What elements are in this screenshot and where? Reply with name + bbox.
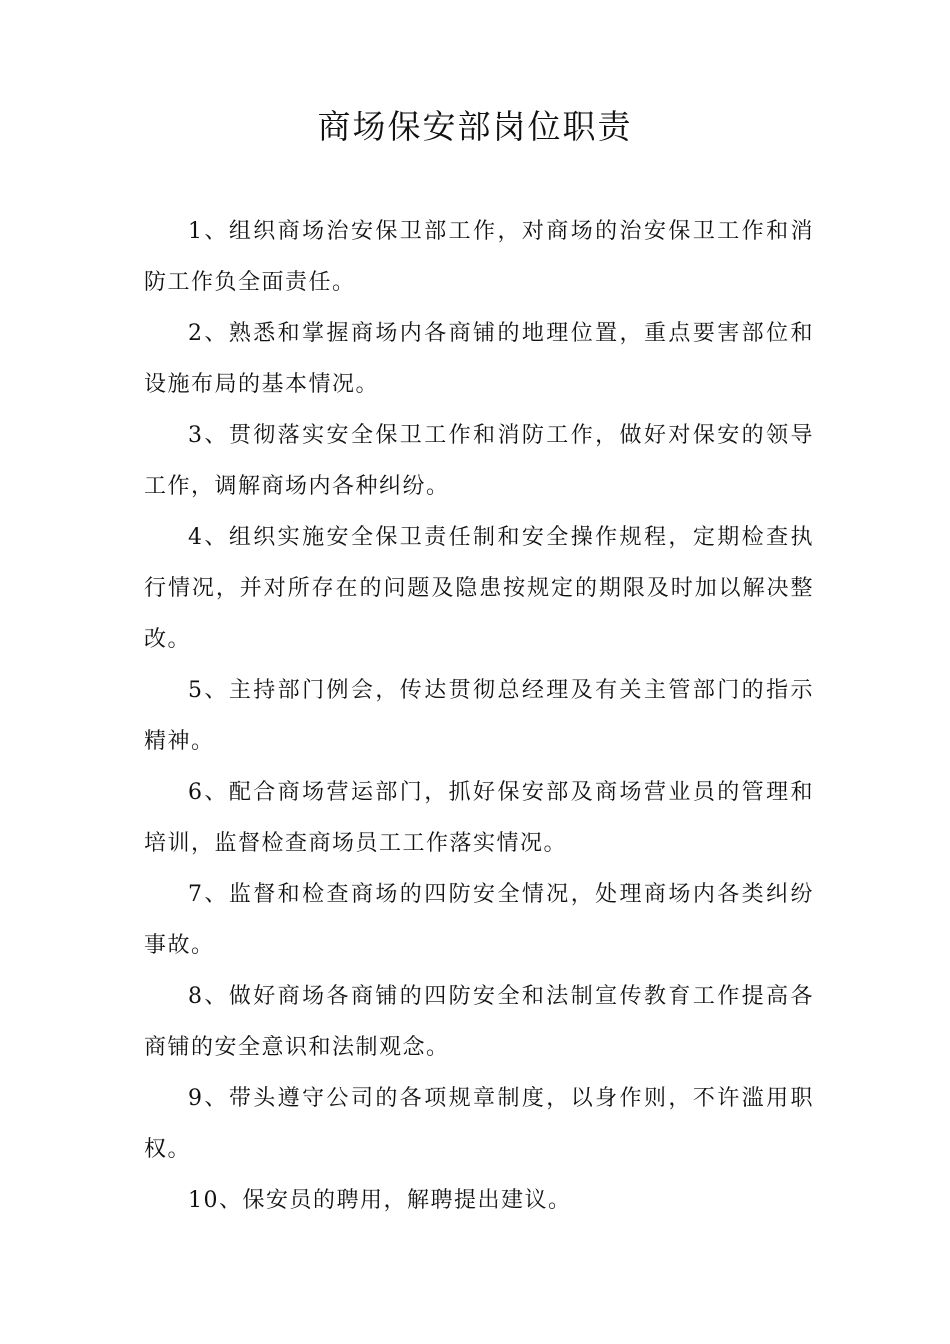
duty-item-2: 2、熟悉和掌握商场内各商铺的地理位置，重点要害部位和设施布局的基本情况。 bbox=[144, 321, 814, 397]
duty-item-4: 4、组织实施安全保卫责任制和安全操作规程，定期检查执行情况，并对所存在的问题及隐患按规定的期限及时加以解决整改。 bbox=[144, 525, 814, 652]
duty-item-8: 8、做好商场各商铺的四防安全和法制宣传教育工作提高各商铺的安全意识和法制观念。 bbox=[144, 984, 814, 1060]
document-title: 商场保安部岗位职责 bbox=[317, 107, 633, 146]
duty-item-7: 7、监督和检查商场的四防安全情况，处理商场内各类纠纷事故。 bbox=[144, 882, 814, 958]
duty-item-9: 9、带头遵守公司的各项规章制度，以身作则，不许滥用职权。 bbox=[144, 1086, 814, 1162]
duty-item-3: 3、贯彻落实安全保卫工作和消防工作，做好对保安的领导工作，调解商场内各种纠纷。 bbox=[144, 423, 814, 499]
duty-item-6: 6、配合商场营运部门，抓好保安部及商场营业员的管理和培训，监督检查商场员工工作落实情况。 bbox=[144, 780, 814, 856]
duty-item-1: 1、组织商场治安保卫部工作，对商场的治安保卫工作和消防工作负全面责任。 bbox=[144, 219, 814, 295]
duty-list bbox=[144, 206, 814, 1226]
duty-item-10: 10、保安员的聘用，解聘提出建议。 bbox=[188, 1188, 572, 1213]
duty-item-5: 5、主持部门例会，传达贯彻总经理及有关主管部门的指示精神。 bbox=[144, 678, 814, 754]
